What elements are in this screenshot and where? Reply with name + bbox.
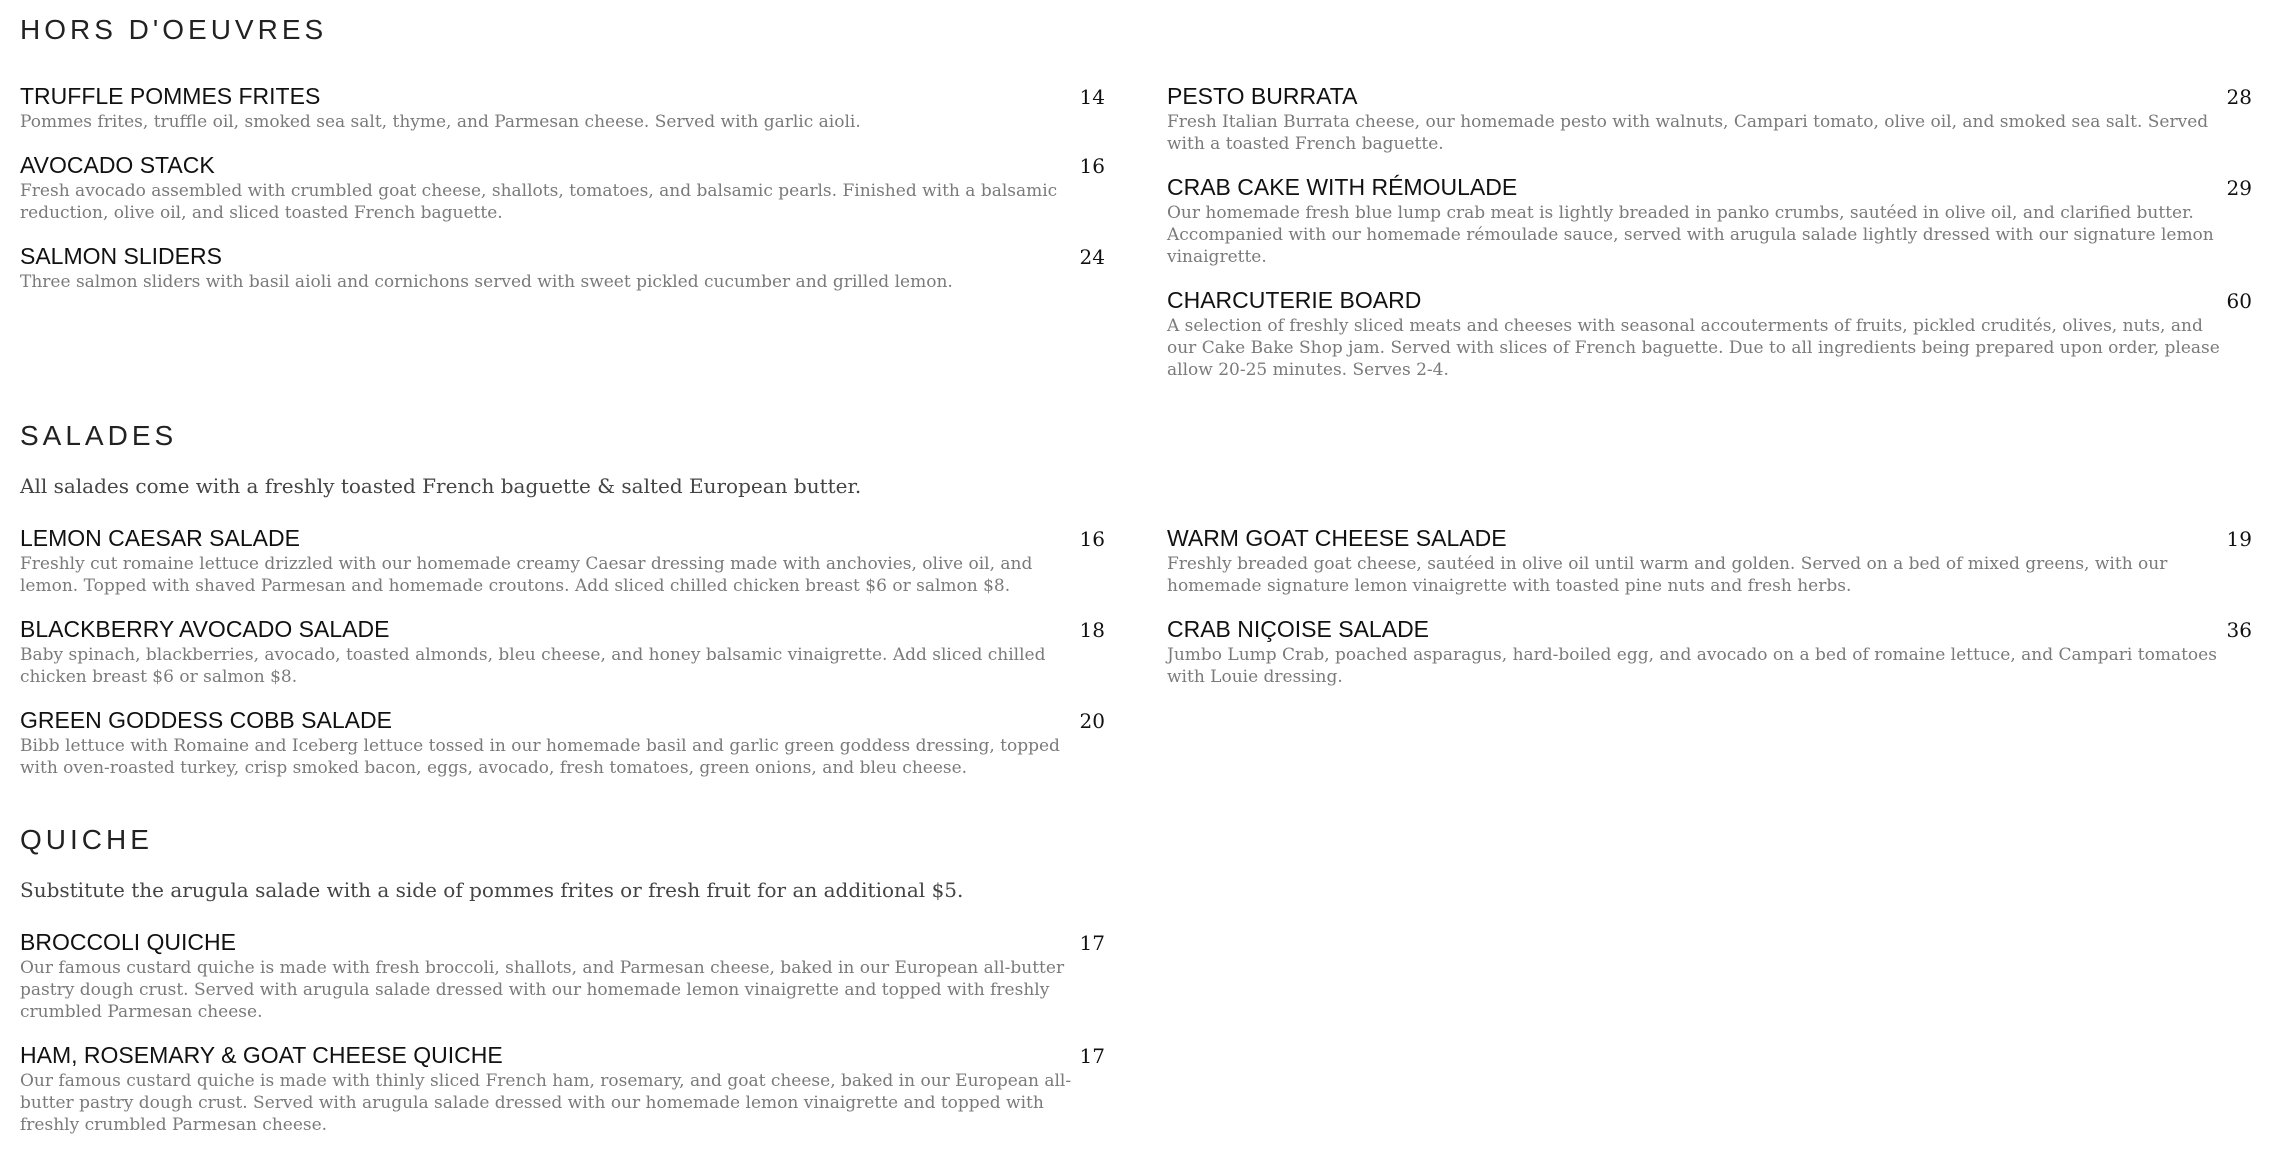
section-title: QUICHE (20, 824, 153, 855)
item-price: 16 (1079, 527, 1105, 551)
menu-item (20, 151, 1105, 224)
item-price: 17 (1079, 1044, 1105, 1068)
menu-item (20, 242, 1105, 293)
item-name: GREEN GODDESS COBB SALADE (20, 707, 392, 733)
menu-item (20, 615, 1105, 688)
item-price: 16 (1079, 154, 1105, 178)
item-name: AVOCADO STACK (20, 152, 215, 178)
item-name: BROCCOLI QUICHE (20, 929, 236, 955)
item-name: LEMON CAESAR SALADE (20, 525, 300, 551)
item-price: 28 (2226, 85, 2252, 109)
menu-item (1167, 524, 2252, 597)
item-price: 18 (1079, 618, 1105, 642)
menu-item (20, 1041, 1105, 1136)
item-price: 20 (1079, 709, 1105, 733)
section-salades (20, 418, 2252, 797)
item-name: HAM, ROSEMARY & GOAT CHEESE QUICHE (20, 1042, 503, 1068)
item-description: Our homemade fresh blue lump crab meat is lightly breaded in panko crumbs, sautéed in olive oil, and clarified butter. Accompanied with our homemade rémoulade sauce, served with arugula salade lightly dressed with our signature lemon vinaigrette. (1167, 203, 2214, 267)
item-description: Baby spinach, blackberries, avocado, toasted almonds, bleu cheese, and honey balsamic vinaigrette. Add sliced chilled chicken breast $6 or salmon $8. (20, 645, 1046, 687)
item-name: CRAB CAKE WITH RÉMOULADE (1167, 174, 1518, 200)
right-column (1167, 928, 2252, 1154)
item-name: CHARCUTERIE BOARD (1167, 287, 1422, 313)
item-description: Fresh avocado assembled with crumbled goat cheese, shallots, tomatoes, and balsamic pearls. Finished with a balsamic reduction, olive oil, and sliced toasted French baguette. (20, 181, 1058, 223)
menu-item (20, 524, 1105, 597)
item-name: SALMON SLIDERS (20, 243, 222, 269)
menu-item (1167, 615, 2252, 688)
item-name: PESTO BURRATA (1167, 83, 1358, 109)
item-price: 29 (2226, 176, 2252, 200)
left-column (20, 928, 1105, 1154)
item-description: Bibb lettuce with Romaine and Iceberg lettuce tossed in our homemade basil and garlic green goddess dressing, topped with oven-roasted turkey, crisp smoked bacon, eggs, avocado, fresh tomatoes, green onions, and bleu cheese. (20, 736, 1060, 778)
item-price: 19 (2226, 527, 2252, 551)
section-title: SALADES (20, 420, 178, 451)
item-name: TRUFFLE POMMES FRITES (20, 83, 321, 109)
item-name: WARM GOAT CHEESE SALADE (1167, 525, 1507, 551)
item-name: BLACKBERRY AVOCADO SALADE (20, 616, 390, 642)
item-price: 14 (1079, 85, 1105, 109)
menu-item (1167, 286, 2252, 381)
right-column (1167, 82, 2252, 399)
section-hors-doeuvres (20, 12, 2252, 399)
menu-item (20, 82, 1105, 133)
item-price: 24 (1079, 245, 1105, 269)
menu-item (1167, 82, 2252, 155)
item-description: A selection of freshly sliced meats and cheeses with seasonal accouterments of fruits, pickled crudités, olives, nuts, and our Cake Bake Shop jam. Served with slices of French baguette. Due to all ingredients being prepared upon order, please allow 20-25 minutes. Serves 2-4. (1167, 316, 2220, 380)
section-columns (20, 524, 2252, 797)
section-note: Substitute the arugula salade with a side of pommes frites or fresh fruit for an additional $5. (20, 878, 964, 902)
menu-item (20, 706, 1105, 779)
item-description: Our famous custard quiche is made with thinly sliced French ham, rosemary, and goat cheese, baked in our European all-butter pastry dough crust. Served with arugula salade dressed with our homemade lemon vinaigrette and topped with freshly crumbled Parmesan cheese. (20, 1071, 1072, 1135)
item-description: Fresh Italian Burrata cheese, our homemade pesto with walnuts, Campari tomato, olive oil, and smoked sea salt. Served with a toasted French baguette. (1167, 112, 2209, 154)
item-description: Our famous custard quiche is made with fresh broccoli, shallots, and Parmesan cheese, baked in our European all-butter pastry dough crust. Served with arugula salade dressed with our homemade lemon vinaigrette and topped with freshly crumbled Parmesan cheese. (20, 958, 1065, 1022)
menu-item (1167, 173, 2252, 268)
item-description: Freshly cut romaine lettuce drizzled with our homemade creamy Caesar dressing made with anchovies, olive oil, and lemon. Topped with shaved Parmesan and homemade croutons. Add sliced chilled chicken breast $6 or salmon $8. (20, 554, 1033, 596)
item-description: Jumbo Lump Crab, poached asparagus, hard-boiled egg, and avocado on a bed of romaine lettuce, and Campari tomatoes with Louie dressing. (1167, 645, 2217, 687)
section-columns (20, 82, 2252, 399)
item-price: 60 (2226, 289, 2252, 313)
section-columns (20, 928, 2252, 1154)
item-description: Freshly breaded goat cheese, sautéed in olive oil until warm and golden. Served on a bed of mixed greens, with our homemade signature lemon vinaigrette with toasted pine nuts and fresh herbs. (1167, 554, 2168, 596)
item-price: 36 (2226, 618, 2252, 642)
item-description: Three salmon sliders with basil aioli and cornichons served with sweet pickled cucumber and grilled lemon. (20, 272, 953, 292)
section-note: All salades come with a freshly toasted French baguette & salted European butter. (20, 474, 862, 498)
item-name: CRAB NIÇOISE SALADE (1167, 616, 1430, 642)
section-quiche (20, 822, 2252, 1154)
right-column (1167, 524, 2252, 797)
section-title: HORS D'OEUVRES (20, 14, 328, 45)
item-price: 17 (1079, 931, 1105, 955)
left-column (20, 524, 1105, 797)
left-column (20, 82, 1105, 399)
item-description: Pommes frites, truffle oil, smoked sea salt, thyme, and Parmesan cheese. Served with garlic aioli. (20, 112, 861, 132)
menu-item (20, 928, 1105, 1023)
